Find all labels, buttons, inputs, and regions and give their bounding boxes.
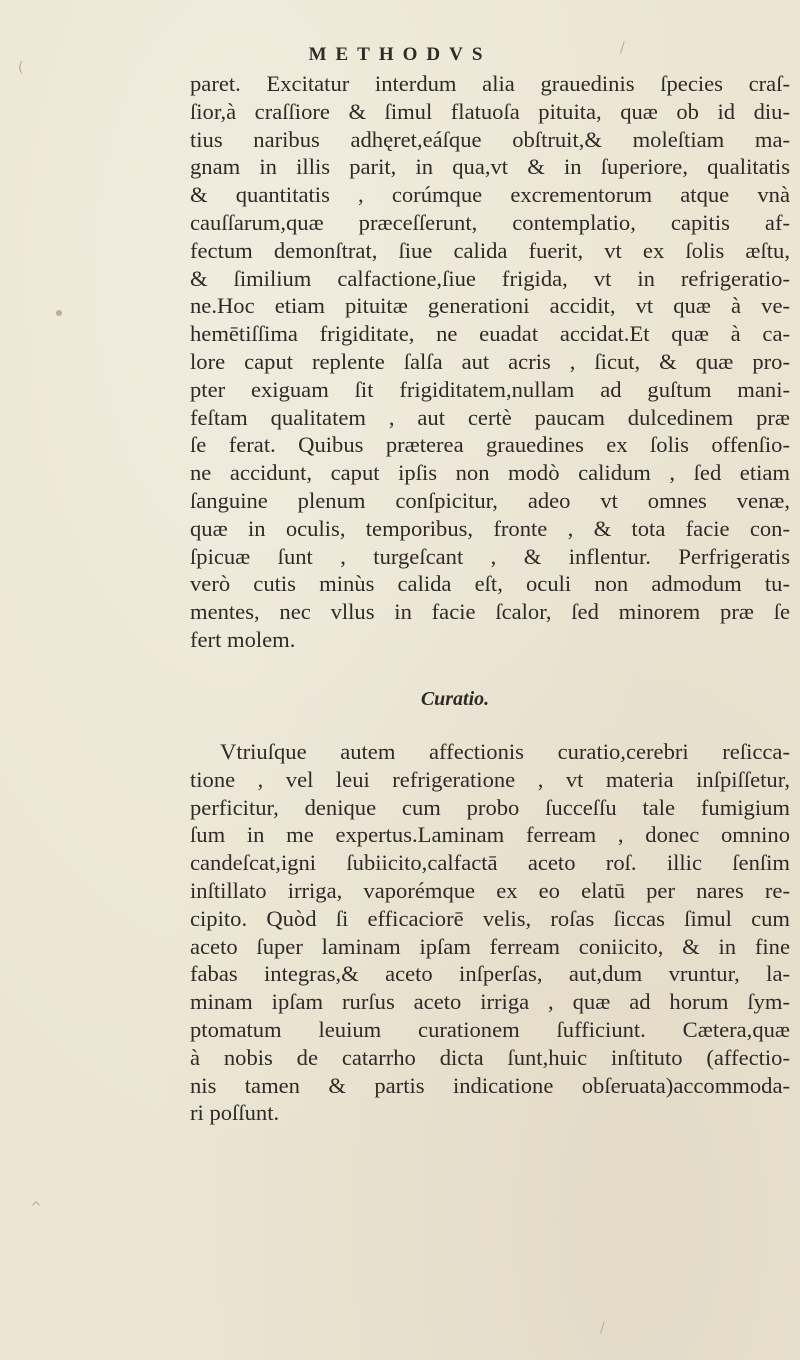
text-line: pter exiguam ſit frigiditatem,nullam ad guſtum mani-	[190, 376, 790, 402]
paragraph-1	[190, 70, 790, 654]
section-heading: Curatio.	[420, 688, 490, 710]
text-line: lore caput replente ſalſa aut acris , ſicut, & quæ pro-	[190, 348, 790, 374]
text-line: aceto ſuper laminam ipſam ferream coniicito, & in fine	[190, 933, 790, 959]
text-line: Vtriuſque autem affectionis curatio,cerebri reſicca-	[220, 739, 790, 764]
text-line: fert molem.	[190, 626, 296, 652]
text-line: tius naribus adhęret,eáſque obſtruit,& moleſtiam ma-	[190, 126, 790, 152]
faint-mark: ^	[30, 1200, 42, 1216]
text-line: ne accidunt, caput ipſis non modò calidum , ſed etiam	[190, 460, 790, 486]
text-line: fectum demonſtrat, ſiue calida fuerit, vt ex ſolis æſtu,	[190, 237, 790, 263]
text-line: ſpicuæ ſunt , turgeſcant , & inflentur. Perfrigeratis	[190, 543, 790, 569]
text-line: candeſcat,igni ſubiicito,calfactā aceto roſ. illic ſenſim	[190, 850, 790, 876]
text-line: ne.Hoc etiam pituitæ generationi accidit, vt quæ à ve-	[190, 293, 790, 319]
text-line: gnam in illis parit, in qua,vt & in ſuperiore, qualitatis	[190, 154, 790, 180]
text-line: nis tamen & partis indicatione obſeruata)accommoda-	[190, 1072, 790, 1098]
text-line: tione , vel leui refrigeratione , vt materia inſpiſſetur,	[190, 766, 790, 792]
text-line: & ſimilium calfactione,ſiue frigida, vt in refrigeratio-	[190, 265, 790, 291]
text-line: cipito. Quòd ſi efficaciorē velis, roſas ſiccas ſimul cum	[190, 905, 790, 931]
text-line: ſanguine plenum conſpicitur, adeo vt omnes venæ,	[190, 487, 790, 513]
text-line: inſtillato irriga, vaporémque ex eo elatū per nares re-	[190, 877, 790, 903]
text-line: mentes, nec vllus in facie ſcalor, ſed minorem præ ſe	[190, 599, 790, 625]
text-line: ſum in me expertus.Laminam ferream , donec omnino	[190, 822, 790, 848]
text-line: feſtam qualitatem , aut certè paucam dulcedinem præ	[190, 404, 790, 430]
ink-speck	[56, 310, 62, 316]
text-line: quæ in oculis, temporibus, fronte , & tota facie con-	[190, 515, 790, 541]
text-line: ſior,à craſſiore & ſimul flatuoſa pituita, quæ ob id diu-	[190, 98, 790, 124]
text-line: fabas integras,& aceto inſperſas, aut,dum vruntur, la-	[190, 961, 790, 987]
faint-mark: (	[18, 60, 24, 76]
text-line: cauſſarum,quæ præceſſerunt, contemplatio, capitis af-	[190, 209, 790, 235]
text-line: perficitur, denique cum probo ſucceſſu tale fumigium	[190, 794, 790, 820]
text-line: à nobis de catarrho dicta ſunt,huic inſtituto (affectio-	[190, 1044, 790, 1070]
text-line: hemētiſſima frigiditate, ne euadat accidat.Et quæ à ca-	[190, 321, 790, 347]
running-head: METHODVS	[308, 44, 492, 65]
faint-mark: /	[600, 1320, 605, 1336]
text-line: ſe ferat. Quibus præterea grauedines ex ſolis offenſio-	[190, 432, 790, 458]
text-line: verò cutis minùs calida eſt, oculi non admodum tu-	[190, 571, 790, 597]
text-line: ptomatum leuium curationem ſufficiunt. Cætera,quæ	[190, 1016, 790, 1042]
text-line: paret. Excitatur interdum alia grauedinis ſpecies craſ-	[190, 71, 790, 96]
text-line: ri poſſunt.	[190, 1100, 280, 1126]
text-line: minam ipſam rurſus aceto irriga , quæ ad horum ſym-	[190, 989, 790, 1015]
faint-mark: /	[620, 40, 625, 56]
text-line: & quantitatis , corúmque excrementorum atque vnà	[190, 182, 790, 208]
paragraph-2	[190, 738, 790, 1127]
